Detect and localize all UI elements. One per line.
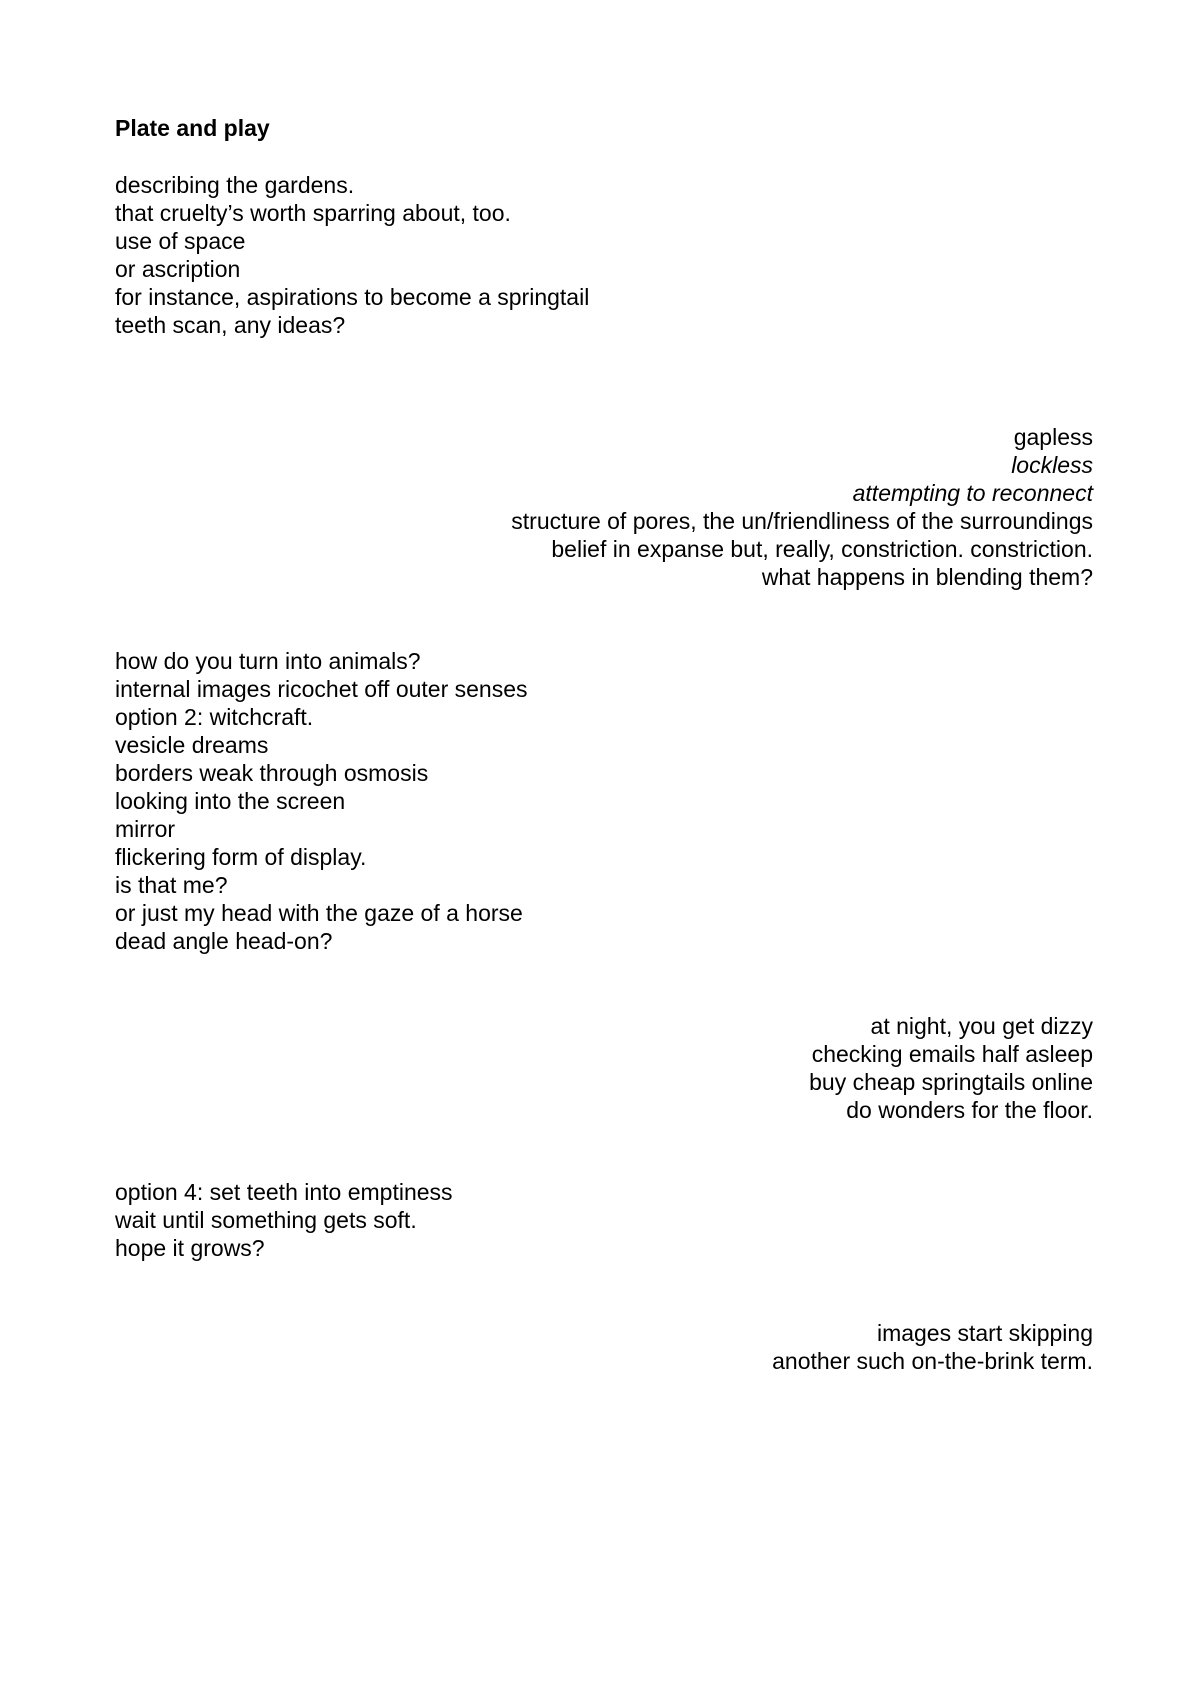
poem-line-italic: attempting to reconnect [852, 480, 1093, 506]
stanza-3 [115, 647, 528, 955]
poem-line: images start skipping [876, 1320, 1093, 1346]
stanza-5 [115, 1178, 453, 1262]
poem-line: for instance, aspirations to become a springtail [115, 284, 590, 310]
poem-line: do wonders for the floor. [846, 1097, 1093, 1123]
poem-line: teeth scan, any ideas? [115, 312, 346, 338]
poem-line: how do you turn into animals? [115, 648, 421, 674]
poem-line: describing the gardens. [115, 172, 355, 198]
poem-line: structure of pores, the un/friendliness of the surroundings [511, 508, 1093, 534]
stanza-1 [115, 171, 589, 339]
stanza-2 [511, 423, 1093, 591]
poem-line: use of space [115, 228, 246, 254]
poem-line: checking emails half asleep [811, 1041, 1093, 1067]
poem-line: flickering form of display. [115, 844, 367, 870]
poem-line: mirror [115, 816, 176, 842]
poem-line: wait until something gets soft. [115, 1207, 417, 1233]
poem-line: belief in expanse but, really, constriction. constriction. [551, 536, 1093, 562]
poem-line: or ascription [115, 256, 241, 282]
poem-title: Plate and play [115, 115, 270, 141]
poem-line: buy cheap springtails online [809, 1069, 1093, 1095]
poem-line: that cruelty’s worth sparring about, too. [115, 200, 511, 226]
poem-line: another such on-the-brink term. [772, 1348, 1093, 1374]
poem-line-italic: lockless [1011, 452, 1093, 478]
poem-line: what happens in blending them? [761, 564, 1093, 590]
stanza-6 [772, 1319, 1093, 1375]
poem-line: hope it grows? [115, 1235, 265, 1261]
poem-line: borders weak through osmosis [115, 760, 429, 786]
poem-line: internal images ricochet off outer senses [115, 676, 528, 702]
poem-line: dead angle head-on? [115, 928, 333, 954]
poem-line: or just my head with the gaze of a horse [115, 900, 523, 926]
poem-line: option 2: witchcraft. [115, 704, 314, 730]
poem-line: at night, you get dizzy [870, 1013, 1093, 1039]
stanza-4 [809, 1012, 1093, 1124]
poem-line: looking into the screen [115, 788, 346, 814]
poem-line: is that me? [115, 872, 228, 898]
poem-line: gapless [1013, 424, 1093, 450]
poem-line: option 4: set teeth into emptiness [115, 1179, 453, 1205]
poem-line: vesicle dreams [115, 732, 269, 758]
